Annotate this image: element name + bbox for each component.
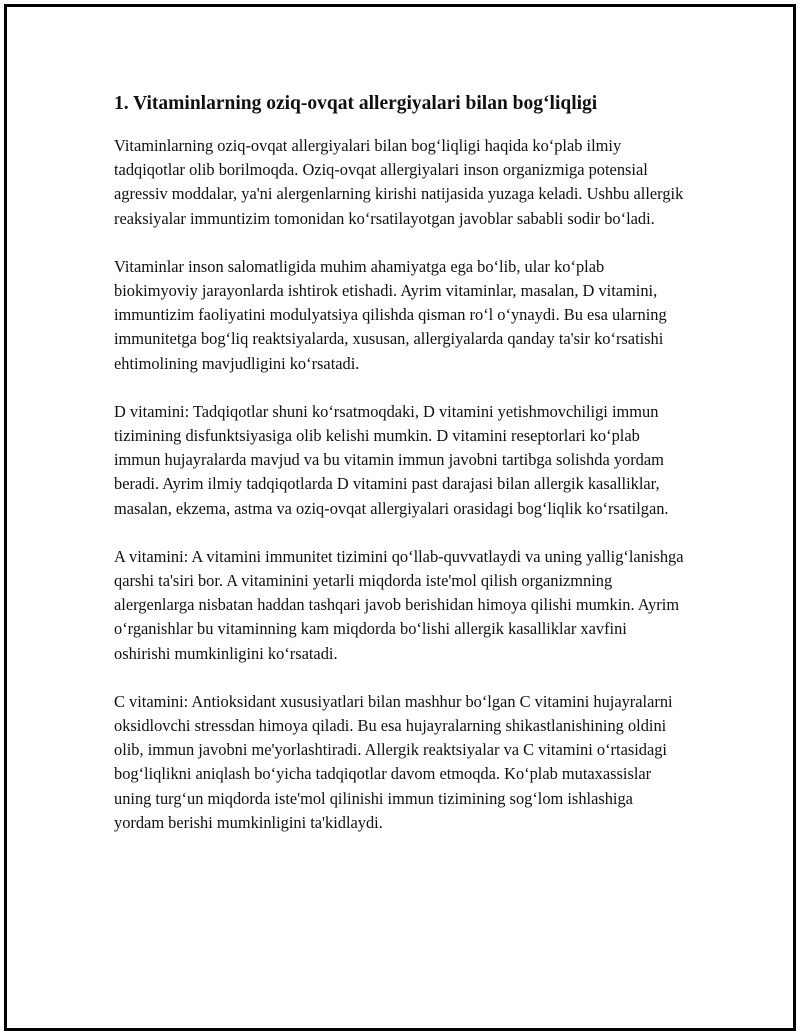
section-heading: 1. Vitaminlarning oziq-ovqat allergiyalari bilan bog‘liqligi: [114, 93, 598, 114]
paragraph-vitamin-d: D vitamini: Tadqiqotlar shuni ko‘rsatmoqdaki, D vitamini yetishmovchiligi immun tizimining disfunktsiyasiga olib kelishi mumkin. D vitamini reseptorlari ko‘plab immun hujayralarda mavjud va bu vitamin immun javobni tartibga solishda yordam beradi. Ayrim ilmiy tadqiqotlarda D vitamini past darajasi bilan allergik kasalliklar, masalan, ekzema, astma va oziq-ovqat allergiyalari orasidagi bog‘liqlik ko‘rsatilgan.: [114, 401, 669, 518]
paragraph-intro: Vitaminlarning oziq-ovqat allergiyalari bilan bog‘liqligi haqida ko‘plab ilmiy tadqiqotlar olib borilmoqda. Oziq-ovqat allergiyalari inson organizmiga potensial agressiv moddalar, ya'ni alergenlarning kirishi natijasida yuzaga keladi. Ushbu allergik reaksiyalar immuntizim tomonidan ko‘rsatilayotgan javoblar sababli sodir bo‘ladi.: [114, 136, 684, 228]
document-body: [114, 90, 686, 859]
paragraph-vitamin-a: A vitamini: A vitamini immunitet tizimini qo‘llab-quvvatlaydi va uning yallig‘lanishga qarshi ta'siri bor. A vitaminini yetarli miqdorda iste'mol qilish organizmning alergenlarga nisbatan haddan tashqari javob berishidan himoya qilishi mumkin. Ayrim o‘rganishlar bu vitaminning kam miqdorda bo‘lishi allergik kasalliklar xavfini oshirishi mumkinligini ko‘rsatadi.: [114, 546, 684, 663]
paragraph-vitamin-c: C vitamini: Antioksidant xususiyatlari bilan mashhur bo‘lgan C vitamini hujayralarni oksidlovchi stressdan himoya qiladi. Bu esa hujayralarning shikastlanishining oldini olib, immun javobni me'yorlashtiradi. Allergik reaktsiyalar va C vitamini o‘rtasidagi bog‘liqlikni aniqlash bo‘yicha tadqiqotlar davom etmoqda. Ko‘plab mutaxassislar uning turg‘un miqdorda iste'mol qilinishi immun tizimining sog‘lom ishlashiga yordam berishi mumkinligini ta'kidlaydi.: [114, 691, 673, 832]
paragraph-vitamins-role: Vitaminlar inson salomatligida muhim ahamiyatga ega bo‘lib, ular ko‘plab biokimyoviy jarayonlarda ishtirok etishadi. Ayrim vitaminlar, masalan, D vitamini, immuntizim faoliyatini modulyatsiya qilishda qisman ro‘l o‘ynaydi. Bu esa ularning immunitetga bog‘liq reaktsiyalarda, xususan, allergiyalarda qanday ta'sir ko‘rsatishi ehtimolining mavjudligini ko‘rsatadi.: [114, 256, 667, 373]
